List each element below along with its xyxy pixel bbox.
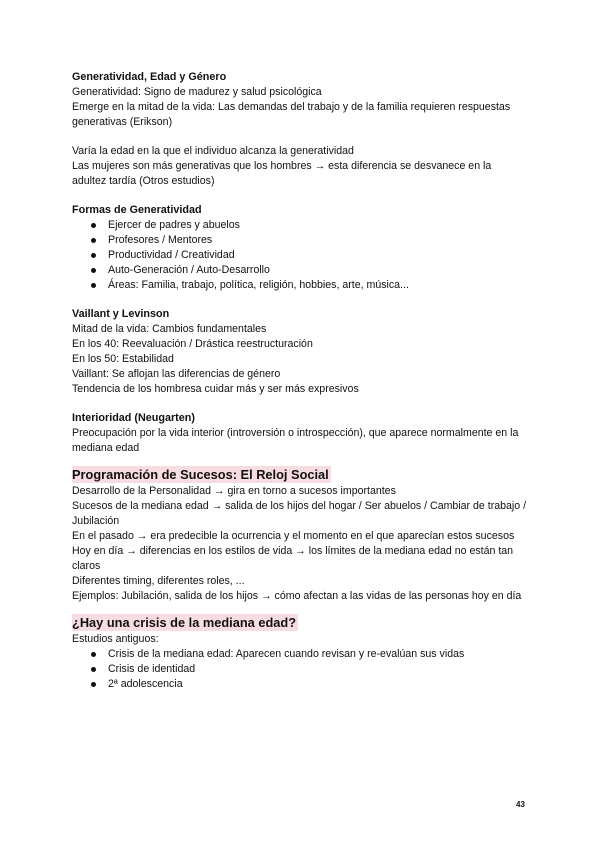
text-line: Preocupación por la vida interior (introversión o introspección), que aparece normalmente en la mediana edad: [72, 427, 519, 454]
page-number: 43: [516, 800, 525, 809]
text-line: Las mujeres son más generativas que los hombres → esta diferencia se desvanece en la adultez tardía (Otros estudios): [72, 160, 492, 187]
heading-generatividad: Generatividad, Edad y Género: [72, 71, 227, 83]
list-item: Profesores / Mentores: [72, 233, 528, 248]
heading-crisis: ¿Hay una crisis de la mediana edad?: [72, 615, 297, 630]
list-item: Crisis de identidad: [72, 662, 528, 677]
text-line: En los 50: Estabilidad: [72, 353, 174, 365]
text-line: Diferentes timing, diferentes roles, ...: [72, 575, 245, 587]
text-line: Mitad de la vida: Cambios fundamentales: [72, 323, 267, 335]
heading-vaillant: Vaillant y Levinson: [72, 308, 170, 320]
text-line: Sucesos de la mediana edad → salida de los hijos del hogar / Ser abuelos / Cambiar de trabajo / Jubilación: [72, 500, 527, 527]
crisis-list: [72, 647, 528, 692]
text-line: En el pasado → era predecible la ocurrencia y el momento en el que aparecían estos sucesos: [72, 530, 515, 542]
heading-formas: Formas de Generatividad: [72, 204, 202, 216]
heading-interioridad: Interioridad (Neugarten): [72, 412, 195, 424]
text-line: Vaillant: Se aflojan las diferencias de género: [72, 368, 281, 380]
document-page: [72, 70, 528, 692]
text-line: Generatividad: Signo de madurez y salud psicológica: [72, 86, 322, 98]
list-item: Productividad / Creatividad: [72, 248, 528, 263]
list-item: Auto-Generación / Auto-Desarrollo: [72, 263, 528, 278]
heading-reloj-social: Programación de Sucesos: El Reloj Social: [72, 467, 329, 482]
text-line: Emerge en la mitad de la vida: Las demandas del trabajo y de la familia requieren respuestas generativas (Erikson): [72, 101, 511, 128]
text-line: Ejemplos: Jubilación, salida de los hijos → cómo afectan a las vidas de las personas hoy en día: [72, 590, 522, 602]
text-line: Desarrollo de la Personalidad → gira en torno a sucesos importantes: [72, 485, 396, 497]
text-line: Estudios antiguos:: [72, 633, 159, 645]
list-item: 2ª adolescencia: [72, 677, 528, 692]
list-item: Crisis de la mediana edad: Aparecen cuando revisan y re-evalúan sus vidas: [72, 647, 528, 662]
list-item: Áreas: Familia, trabajo, política, religión, hobbies, arte, música...: [72, 278, 528, 293]
text-line: Hoy en día → diferencias en los estilos de vida → los límites de la mediana edad no están tan claros: [72, 545, 514, 572]
list-item: Ejercer de padres y abuelos: [72, 218, 528, 233]
text-line: En los 40: Reevaluación / Drástica reestructuración: [72, 338, 313, 350]
formas-list: [72, 218, 528, 293]
text-line: Tendencia de los hombresa cuidar más y ser más expresivos: [72, 383, 359, 395]
text-line: Varía la edad en la que el individuo alcanza la generatividad: [72, 145, 354, 157]
